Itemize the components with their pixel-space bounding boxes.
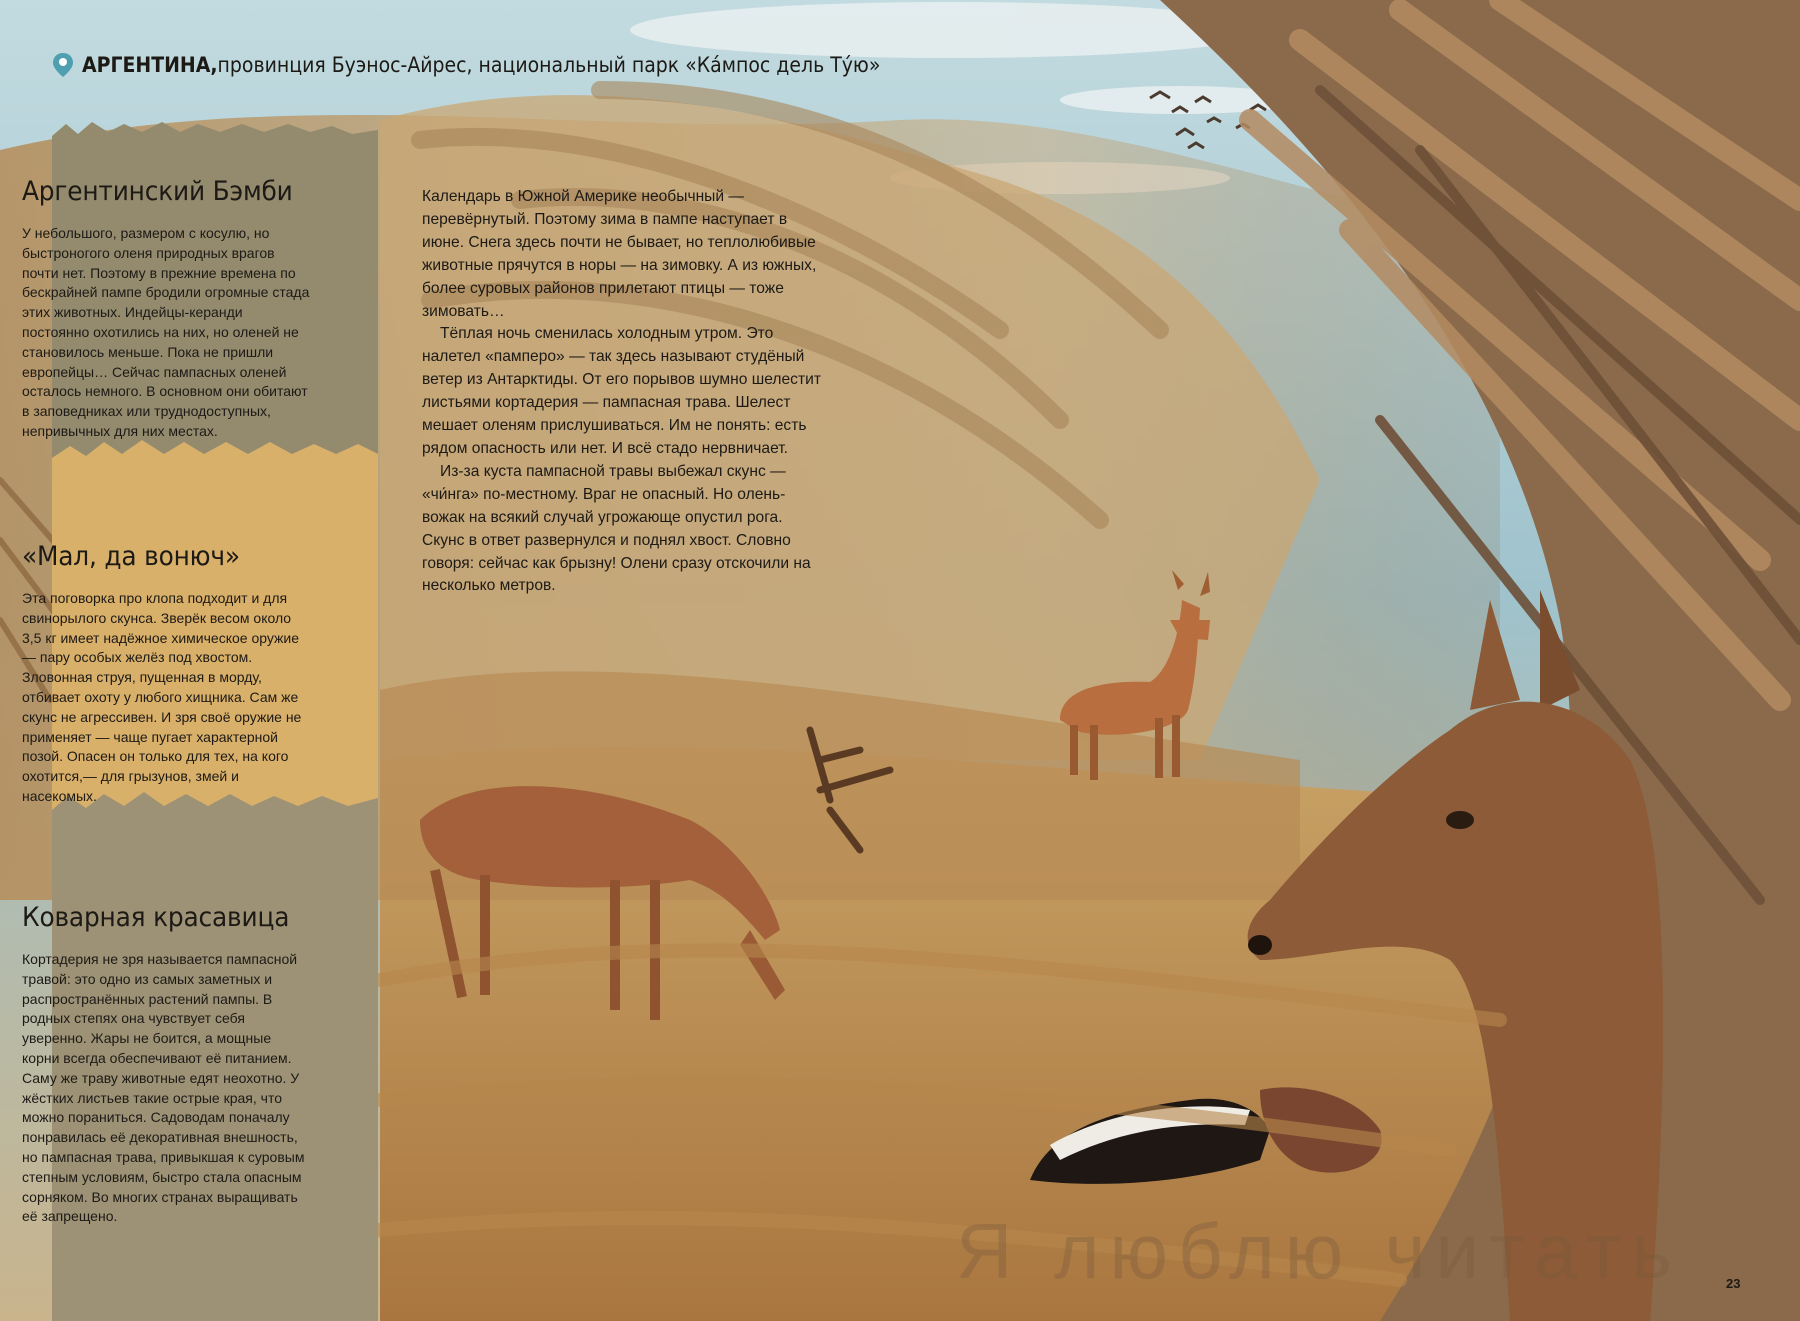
box-text-skunk: Эта поговорка про клопа подходит и для свинорылого скунса. Зверёк весом около 3,5 кг имеет надёжное химическое оружие — пару особых желёз под хвостом. Зловонная струя, пущенная в морду, отбивает охоту у любого хищника. Сам же скунс не агрессивен. И зря своё оружие не применяет — чаще пугает характерной позой. Опасен он только для тех, на кого охотится,— для грызунов, змей и насекомых.	[22, 590, 302, 804]
box-title-bambi: Аргентинский Бэмби	[22, 176, 293, 207]
story-paragraph-1: Календарь в Южной Америке необычный — перевёрнутый. Поэтому зима в пампе наступает в июне. Снега здесь почти не бывает, но теплолюбивые животные прячутся в норы — на зимовку. А из южных, более суровых районов прилетают птицы — тоже зимовать…	[422, 188, 817, 320]
location-name: провинция Буэнос-Айрес, национальный парк «Ка́мпос дель Ту́ю»	[217, 53, 881, 77]
story-paragraph-3: Из-за куста пампасной травы выбежал скунс — «чи́нга» по-местному. Враг не опасный. Но олень-вожак на всякий случай угрожающе опустил рога. Скунс в ответ развернулся и поднял хвост. Словно говоря: сейчас как брызну! Олени сразу отскочили на несколько метров.	[422, 462, 811, 595]
watermark: Я люблю читать	[956, 1207, 1682, 1295]
box-text-pampas-grass: Кортадерия не зря называется пампасной травой: это одно из самых заметных и распространённых растений пампы. В родных степях она чувствует себя уверенно. Жары не боится, а мощные корни всегда обеспечивают её питанием. Саму же траву животные едят неохотно. У жёстких листьев такие острые края, что можно пораниться. Садоводам поначалу понравилась её декоративная внешность, но пампасная трава, привыкшая к суровым степным условиям, быстро стала опасным сорняком. Во многих странах выращивать её запрещено.	[22, 951, 305, 1225]
country-name: АРГЕНТИНА,	[82, 53, 218, 77]
main-story-text	[422, 186, 822, 598]
info-box-pampas-grass	[22, 902, 312, 1227]
location-pin-icon	[52, 52, 74, 78]
page-number: 23	[1726, 1276, 1741, 1291]
info-box-skunk	[22, 541, 312, 807]
location-header	[52, 50, 880, 80]
story-paragraph-2: Тёплая ночь сменилась холодным утром. Это налетел «памперо» — так здесь называют студёный ветер из Антарктиды. От его порывов шумно шелестит листьями кортадерия — пампасная трава. Шелест мешает оленям прислушиваться. Им не понять: есть рядом опасность или нет. И всё стадо нервничает.	[422, 325, 821, 457]
box-title-skunk: «Мал, да вонюч»	[22, 541, 240, 572]
box-title-pampas-grass: Коварная красавица	[22, 902, 290, 933]
info-box-bambi	[22, 176, 312, 442]
box-text-bambi: У небольшого, размером с косулю, но быстроногого оленя природных врагов почти нет. Поэтому в прежние времена по бескрайней пампе бродили огромные стада этих животных. Индейцы-керанди постоянно охотились на них, но оленей не становилось меньше. Пока не пришли европейцы… Сейчас пампасных оленей осталось немного. В основном они обитают в заповедниках или труднодоступных, непривычных для них местах.	[22, 225, 310, 439]
